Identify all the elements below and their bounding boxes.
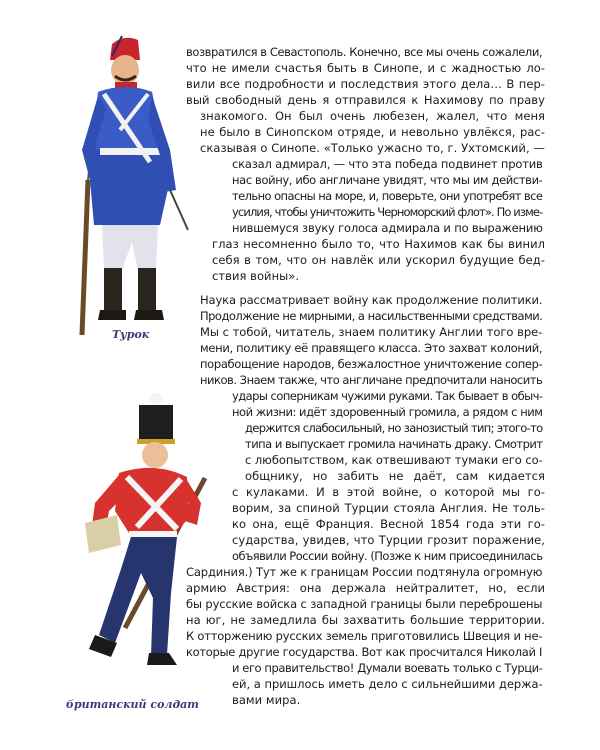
text-line: с любопытством, как отвешивают тумаки его со- — [245, 453, 543, 467]
text-line: общнику, но забить не даёт, сам кидается — [245, 469, 545, 483]
text-line: тельно опасны на море, и, поверьте, они употребят все — [232, 189, 543, 203]
text-line: ной жизни: идёт здоровенный громила, а рядом с ним — [232, 405, 543, 419]
text-line: Продолжение не мирными, а насильственными средствами. — [200, 309, 543, 323]
text-line: нившемуся звуку голоса адмирала и по выражению — [232, 221, 543, 235]
text-line: сказал адмирал, — что эта победа подвинет против — [232, 157, 543, 171]
text-line: с кулаками. И в этой войне, о которой мы го- — [232, 485, 545, 499]
text-line: глаз несомненно было то, что Нахимов как бы винил — [212, 237, 545, 251]
text-line: сударства, увидев, что Турции грозит поражение, — [232, 533, 545, 547]
text-line: сказывая о Синопе. «Только ужасно то, г. Ухтомский, — — [200, 141, 545, 155]
text-line: Мы с тобой, читатель, знаем политику Англии того вре- — [200, 325, 543, 339]
text-line: усилия, чтобы уничтожить Черноморский флот». По изме- — [232, 205, 543, 219]
text-line: что не имели счастья быть в Синопе, и с жадностью ло- — [186, 61, 545, 75]
text-line: порабощение народов, безжалостное уничтожение сопер- — [200, 357, 543, 371]
text-line: армию Австрия: она держала нейтралитет, но, если — [186, 581, 545, 595]
text-line: знакомого. Он был очень любезен, жалел, что меня — [200, 109, 545, 123]
text-line: нас войну, ибо англичане увидят, что мы им действи- — [232, 173, 543, 187]
text-line: Сардиния.) Тут же к границам России подтянула огромную — [186, 565, 543, 579]
text-line: возвратился в Севастополь. Конечно, все мы очень сожалели, — [186, 45, 543, 59]
text-line: на юг, не замедлила бы захватить большие территории. — [186, 613, 545, 627]
text-line: К отторжению русских земель приготовились Швеция и не- — [186, 629, 543, 643]
text-line: себя в том, что он навлёк или ускорил будущие бед- — [212, 253, 545, 267]
british-soldier-caption: британский солдат — [66, 698, 199, 711]
text-line: вили все подробности и последствия этого дела… В пер- — [186, 77, 545, 91]
text-line: ей, а пришлось иметь дело с сильнейшими держа- — [232, 677, 543, 691]
text-line: вый свободный день я отправился к Нахимову по праву — [186, 93, 545, 107]
text-line: которые другие государства. Вот как просчитался Николай I — [186, 645, 543, 659]
text-line: бы русские войска с западной границы были переброшены — [186, 597, 543, 611]
text-line: Наука рассматривает войну как продолжение политики. — [200, 293, 543, 307]
text-line: держится слабосильный, но занозистый тип; этого-то — [245, 421, 543, 435]
text-line: типа и выпускает громила начинать драку. Смотрит — [245, 437, 543, 451]
text-line: ворим, за спиной Турции стояла Англия. Не толь- — [232, 501, 545, 515]
text-line: ствия войны». — [212, 269, 300, 283]
turk-caption: Турок — [112, 328, 150, 341]
turkish-soldier-illustration — [60, 30, 200, 330]
text-line: и его правительство! Думали воевать только с Турци- — [232, 661, 543, 675]
text-line: вами мира. — [232, 693, 301, 707]
text-line: ников. Знаем также, что англичане предпочитали наносить — [200, 373, 543, 387]
text-line: не было в Синопском отряде, и невольно увлёкся, рас- — [200, 125, 545, 139]
text-line: мени, политику её правящего класса. Это захват колоний, — [200, 341, 543, 355]
text-line: удары соперникам чужими руками. Так бывает в обыч- — [232, 389, 543, 403]
text-line: объявили России войну. (Позже к ним присоединилась — [232, 549, 543, 563]
text-line: ко она, ещё Франция. Весной 1854 года эти го- — [232, 517, 545, 531]
